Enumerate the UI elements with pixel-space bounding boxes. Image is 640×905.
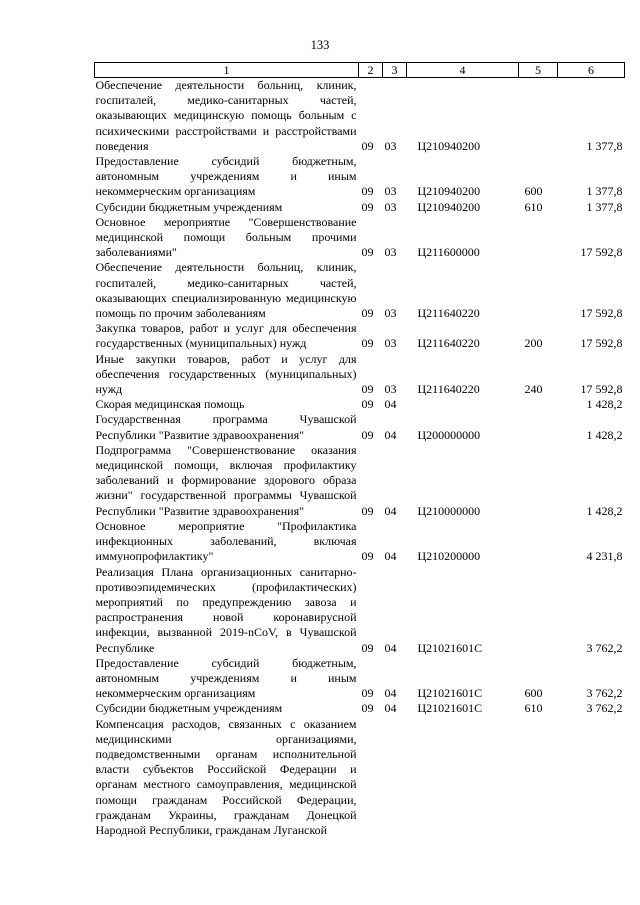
row-target-code: Ц21021601С <box>417 640 483 655</box>
row-subsection: 03 <box>384 199 397 214</box>
table-row <box>95 200 625 215</box>
row-name: Предоставление субсидий бюджетным, автономным учреждениям и иным некоммерческим организациям <box>95 154 357 199</box>
row-target-code: Ц210200000 <box>417 549 481 564</box>
table-row <box>95 443 625 519</box>
row-target-code: Ц210940200 <box>417 199 481 214</box>
table-row <box>95 397 625 412</box>
row-expense-type <box>519 397 558 412</box>
row-expense-type: 610 <box>524 199 543 214</box>
table-row <box>95 260 625 321</box>
column-header-amount: 6 <box>558 63 625 78</box>
row-section: 09 <box>361 686 374 701</box>
row-section <box>359 717 383 839</box>
row-amount: 3 762,2 <box>586 701 623 716</box>
column-header-expense-type: 5 <box>519 63 558 78</box>
column-header-section: 2 <box>359 63 383 78</box>
row-expense-type <box>519 215 558 261</box>
budget-table <box>94 62 625 838</box>
row-amount: 17 592,8 <box>580 245 623 260</box>
table-row <box>95 321 625 351</box>
row-section: 09 <box>361 640 374 655</box>
row-amount: 1 377,8 <box>586 199 623 214</box>
row-amount: 3 762,2 <box>586 640 623 655</box>
row-expense-type <box>519 412 558 442</box>
row-subsection: 04 <box>384 427 397 442</box>
row-amount: 1 428,2 <box>586 503 623 518</box>
row-target-code: Ц211600000 <box>417 245 480 260</box>
row-name: Обеспечение деятельности больниц, клиник, госпиталей, медико-санитарных частей, оказывающих медицинскую помощь больным с психическими расстройствами и расстройствами поведения <box>95 78 357 153</box>
row-subsection: 03 <box>384 382 397 397</box>
row-name: Основное мероприятие "Профилактика инфекционных заболеваний, включая иммунопрофилактику" <box>95 518 357 564</box>
row-section: 09 <box>361 503 374 518</box>
row-amount: 1 377,8 <box>586 138 623 153</box>
row-name: Обеспечение деятельности больниц, клиник, госпиталей, медико-санитарных частей, оказывающих специализированную медицинскую помощь по прочим заболеваниям <box>95 260 357 321</box>
row-name: Субсидии бюджетным учреждениям <box>95 701 283 716</box>
row-subsection: 04 <box>384 701 397 716</box>
row-expense-type <box>519 78 558 155</box>
row-subsection: 04 <box>384 686 397 701</box>
table-row <box>95 717 625 839</box>
row-subsection: 04 <box>384 397 397 412</box>
table-row <box>95 412 625 442</box>
table-header <box>95 63 625 78</box>
row-amount <box>558 717 625 839</box>
page-number: 133 <box>310 38 330 52</box>
row-target-code: Ц210940200 <box>417 184 481 199</box>
row-subsection: 03 <box>384 138 397 153</box>
row-expense-type: 240 <box>524 382 543 397</box>
row-expense-type <box>519 519 558 565</box>
row-amount: 4 231,8 <box>586 549 623 564</box>
row-section: 09 <box>361 549 374 564</box>
table-row <box>95 701 625 716</box>
row-target-code: Ц210000000 <box>417 503 481 518</box>
row-amount: 17 592,8 <box>580 382 623 397</box>
row-name: Субсидии бюджетным учреждениям <box>95 199 283 214</box>
row-section: 09 <box>361 382 374 397</box>
row-name: Подпрограмма "Совершенствование оказания медицинской помощи, включая профилактику заболеваний и формирование здорового образа жизни" государственной программы Чувашской Республики "Развитие здравоохранения" <box>95 442 357 518</box>
row-subsection: 04 <box>384 549 397 564</box>
table-row <box>95 215 625 261</box>
row-target-code: Ц200000000 <box>417 427 481 442</box>
row-subsection: 03 <box>384 306 397 321</box>
table-row <box>95 352 625 398</box>
row-subsection: 03 <box>384 336 397 351</box>
row-expense-type: 600 <box>524 686 543 701</box>
row-section: 09 <box>361 184 374 199</box>
row-target-code: Ц211640220 <box>417 336 480 351</box>
row-amount: 3 762,2 <box>586 686 623 701</box>
row-subsection: 04 <box>384 640 397 655</box>
row-amount: 17 592,8 <box>580 336 623 351</box>
row-subsection: 03 <box>384 184 397 199</box>
row-name: Основное мероприятие "Совершенствование медицинской помощи больным прочими заболеваниями" <box>95 214 357 260</box>
column-header-target: 4 <box>407 63 519 78</box>
row-expense-type <box>519 443 558 519</box>
table-row <box>95 78 625 155</box>
row-expense-type: 600 <box>524 184 543 199</box>
row-section: 09 <box>361 336 374 351</box>
column-header-subsection: 3 <box>383 63 407 78</box>
row-section: 09 <box>361 199 374 214</box>
row-section: 09 <box>361 306 374 321</box>
table-body <box>95 78 625 839</box>
row-amount: 1 428,2 <box>586 397 623 412</box>
table-row <box>95 656 625 702</box>
row-amount: 17 592,8 <box>580 306 623 321</box>
row-name: Предоставление субсидий бюджетным, автономным учреждениям и иным некоммерческим организациям <box>95 655 357 701</box>
header-row <box>95 63 625 78</box>
row-section: 09 <box>361 138 374 153</box>
table-row <box>95 154 625 200</box>
row-amount: 1 377,8 <box>586 184 623 199</box>
row-section: 09 <box>361 427 374 442</box>
row-subsection <box>383 717 407 839</box>
row-target-code: Ц211640220 <box>417 306 480 321</box>
row-section: 09 <box>361 701 374 716</box>
row-target-code <box>407 397 519 412</box>
table-row <box>95 519 625 565</box>
row-target-code: Ц21021601С <box>417 701 483 716</box>
row-target-code <box>407 717 519 839</box>
row-name: Иные закупки товаров, работ и услуг для обеспечения государственных (муниципальных) нужд <box>95 351 357 397</box>
row-name: Компенсация расходов, связанных с оказанием медицинскими организациями, подведомственными органам исполнительной власти субъектов Российской Федерации и органам местного самоуправления, медицинской помощи гражданам Российской Федерации, гражданам Украины, гражданам Донецкой Народной Республики, гражданам Луганской <box>95 716 357 837</box>
row-section: 09 <box>361 245 374 260</box>
column-header-name: 1 <box>95 63 359 78</box>
row-target-code: Ц21021601С <box>417 686 483 701</box>
row-expense-type <box>519 260 558 321</box>
row-section: 09 <box>361 397 374 412</box>
row-name: Скорая медицинская помощь <box>95 397 245 412</box>
row-target-code: Ц210940200 <box>417 138 481 153</box>
row-name: Государственная программа Чувашской Республики "Развитие здравоохранения" <box>95 412 357 442</box>
row-expense-type: 200 <box>524 336 543 351</box>
row-name: Закупка товаров, работ и услуг для обеспечения государственных (муниципальных) нужд <box>95 321 357 351</box>
row-subsection: 04 <box>384 503 397 518</box>
row-target-code: Ц211640220 <box>417 382 480 397</box>
row-expense-type <box>519 565 558 656</box>
row-expense-type: 610 <box>524 701 543 716</box>
row-amount: 1 428,2 <box>586 427 623 442</box>
row-subsection: 03 <box>384 245 397 260</box>
row-expense-type <box>519 717 558 839</box>
table-row <box>95 565 625 656</box>
row-name: Реализация Плана организационных санитарно-противоэпидемических (профилактических) мероприятий по предупреждению завоза и распространения новой коронавирусной инфекции, вызванной 2019-nCoV, в Чувашской Республике <box>95 564 357 655</box>
